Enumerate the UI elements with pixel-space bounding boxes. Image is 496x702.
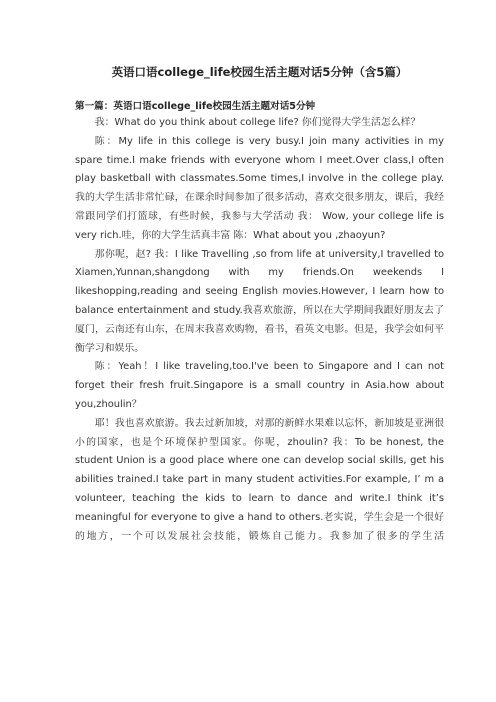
paragraph: 陈：My life in this college is very busy.I join many activities in my spare time.I make friends with everyone whom I meet.Over class,I often play basketball with classmates.Some times,I involve in the college play.我的大学生活非常忙碌，在课余时间参加了很多活动，喜欢交很多朋友，课后，我经常跟同学们打篮球，有些时候，我参与大学活动 我： Wow, your college life is very rich.哇，你的大学生活真丰富 陈：What about you ,zhaoyun?	[75, 135, 444, 241]
section-heading: 第一篇：英语口语college_life校园生活主题对话5分钟	[75, 101, 316, 112]
paragraph: 耶！我也喜欢旅游。我去过新加坡，对那的新鲜水果难以忘怀，新加坡是亚洲很小的国家，也是个环境保护型国家。你呢，zhoulin? 我：To be honest, the student Union is a good place where one can develop social skills, get his abilities trained.I take part in many student activities.For example, I’ m a volunteer, teaching the kids to learn to dance and write.I think it’s meaningful for everyone to give a hand to others.老实说，学生会是一个很好的地方，一个可以发展社会技能，锻炼自己能力。我参加了很多的学生活	[75, 417, 444, 542]
paragraph: 陈：Yeah！I like traveling,too.I've been to Singapore and I can not forget their fresh fruit.Singapore is a small country in Asia.how about you,zhoulin？	[75, 361, 444, 410]
document-title: 英语口语college_life校园生活主题对话5分钟（含5篇）	[111, 65, 408, 79]
paragraph: 我：What do you think about college life? 你们觉得大学生活怎么样？	[94, 117, 421, 128]
paragraph: 那你呢，赵? 我：I like Travelling ,so from life at university,I travelled to Xiamen,Yunnan,shangdong with my friends.On weekends I likeshopping,reading and seeing English movies.However, I learn how to balance entertainment and study.我喜欢旅游，所以在大学期间我跟好朋友去了厦门，云南还有山东，在周末我喜欢购物，看书，看英文电影。但是，我学会如何平衡学习和娱乐。	[75, 248, 444, 354]
